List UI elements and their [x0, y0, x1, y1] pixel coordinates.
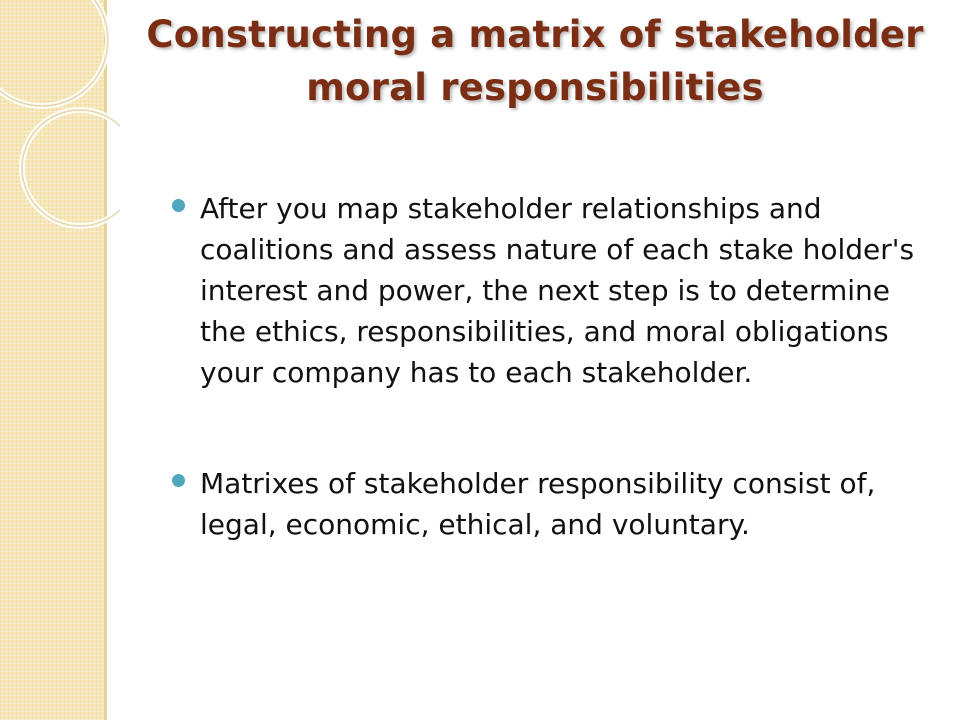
bullet-item [172, 188, 927, 393]
bullet-item [172, 463, 927, 545]
bullet-marker-icon [172, 474, 185, 487]
decorative-rings [0, 0, 120, 260]
bullet-text: Matrixes of stakeholder responsibility consist of, legal, economic, ethical, and voluntary. [200, 467, 876, 541]
slide-title: Constructing a matrix of stakeholder moral responsibilities [146, 13, 924, 109]
bullet-marker-icon [172, 199, 185, 212]
bullet-text: After you map stakeholder relationships and coalitions and assess nature of each stake holder's interest and power, the next step is to determine the ethics, responsibilities, and moral obligations your company has to each stakeholder. [200, 192, 915, 389]
bullet-list [172, 188, 927, 545]
